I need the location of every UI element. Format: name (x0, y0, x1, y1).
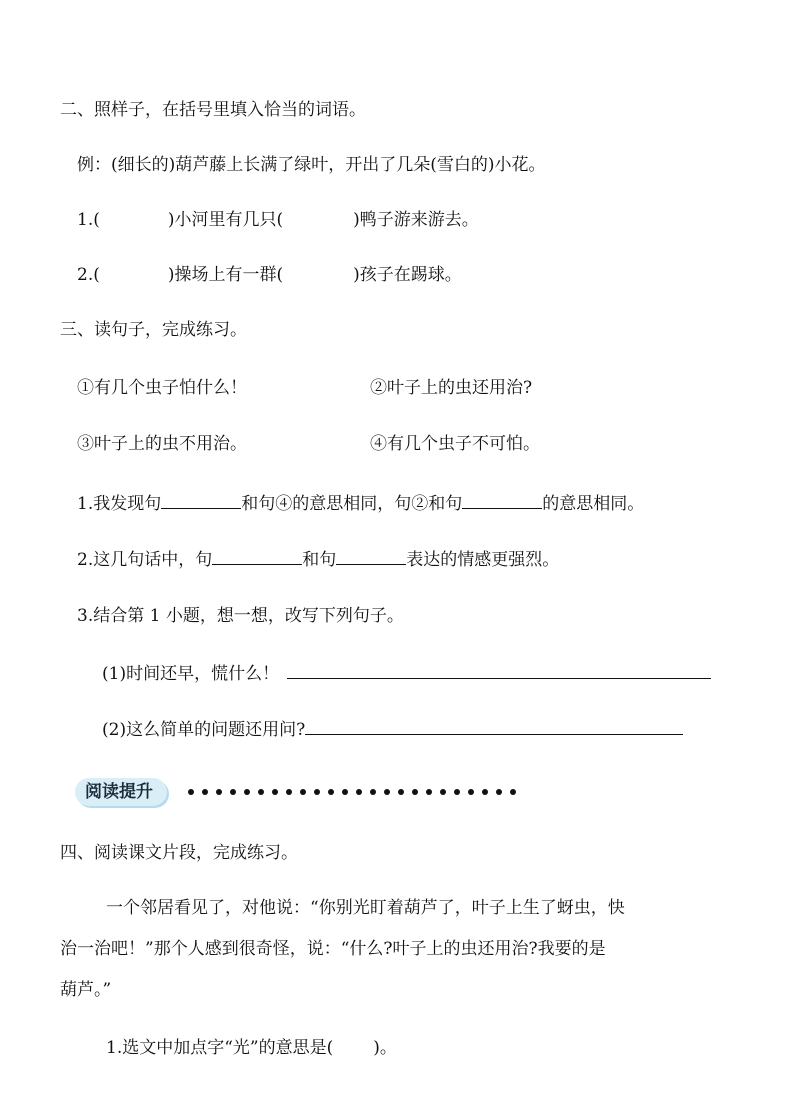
rewrite-item-1-text: (1)时间还早，慌什么！ (102, 664, 280, 684)
item-2-start: 2.( (77, 265, 100, 285)
dot (482, 789, 488, 795)
q1-part-b: 和句④的意思相同，句②和句 (241, 494, 463, 514)
dot (384, 789, 390, 795)
item-2-mid: )操场上有一群( (167, 265, 284, 285)
dot (216, 789, 222, 795)
dot (398, 789, 404, 795)
item-1-start: 1.( (77, 210, 100, 230)
sentence-4: ④有几个虫子不可怕。 (370, 434, 540, 454)
q1-part-a: 1.我发现句 (77, 494, 162, 514)
reading-improvement-badge (75, 778, 167, 806)
sentence-1: ①有几个虫子怕什么！ (77, 378, 247, 398)
exercise-2-item-2 (77, 263, 462, 287)
dot (468, 789, 474, 795)
section-3-title: 三、读句子，完成练习。 (60, 320, 247, 340)
q4-part-a: 1.选文中加点字“光”的意思是( (106, 1038, 334, 1058)
exercise-4-q1 (106, 1036, 397, 1060)
decorative-dot-row (188, 789, 528, 797)
dot (328, 789, 334, 795)
exercise-2-item-1 (77, 208, 479, 232)
dot (272, 789, 278, 795)
dot (230, 789, 236, 795)
q1-part-c: 的意思相同。 (542, 494, 645, 514)
rewrite-item-2 (102, 716, 683, 742)
dot (412, 789, 418, 795)
answer-blank-1[interactable] (161, 490, 241, 509)
exercise-3-q1 (77, 490, 644, 516)
section-2-title: 二、照样子，在括号里填入恰当的词语。 (60, 100, 366, 120)
dot (286, 789, 292, 795)
section-4-title: 四、阅读课文片段，完成练习。 (60, 843, 298, 863)
rewrite-item-2-text: (2)这么简单的问题还用问? (102, 720, 306, 740)
dot (426, 789, 432, 795)
dot (300, 789, 306, 795)
rewrite-line-2[interactable] (305, 716, 683, 735)
dot (510, 789, 516, 795)
passage-line-1: 一个邻居看见了，对他说：“你别光盯着葫芦了，叶子上生了蚜虫，快 (106, 898, 625, 918)
answer-blank-4[interactable] (336, 546, 406, 565)
q2-part-a: 2.这几句话中，句 (77, 550, 213, 570)
rewrite-item-1 (102, 660, 711, 686)
item-1-end: )鸭子游来游去。 (353, 210, 479, 230)
passage-line-2: 治一治吧！”那个人感到很奇怪，说：“什么?叶子上的虫还用治?我要的是 (60, 939, 606, 959)
item-1-mid: )小河里有几只( (167, 210, 284, 230)
dot (244, 789, 250, 795)
exercise-3-q2 (77, 546, 559, 572)
dot (258, 789, 264, 795)
answer-blank-2[interactable] (462, 490, 542, 509)
q4-part-b: )。 (373, 1038, 397, 1058)
dot (440, 789, 446, 795)
dot (314, 789, 320, 795)
example-sentence: 例：(细长的)葫芦藤上长满了绿叶，开出了几朵(雪白的)小花。 (77, 155, 546, 175)
badge-label: 阅读提升 (85, 782, 153, 802)
rewrite-line-1[interactable] (287, 660, 711, 679)
sentence-3: ③叶子上的虫不用治。 (77, 434, 247, 454)
answer-blank-3[interactable] (212, 546, 302, 565)
dot (370, 789, 376, 795)
dot (496, 789, 502, 795)
passage-line-3: 葫芦。” (60, 980, 112, 1000)
dot (356, 789, 362, 795)
item-2-end: )孩子在踢球。 (353, 265, 462, 285)
q2-part-b: 和句 (302, 550, 337, 570)
dot (202, 789, 208, 795)
q2-part-c: 表达的情感更强烈。 (406, 550, 560, 570)
exercise-3-q3: 3.结合第 1 小题，想一想，改写下列句子。 (77, 606, 404, 626)
dot (454, 789, 460, 795)
dot (188, 789, 194, 795)
sentence-2: ②叶子上的虫还用治? (370, 378, 533, 398)
dot (342, 789, 348, 795)
